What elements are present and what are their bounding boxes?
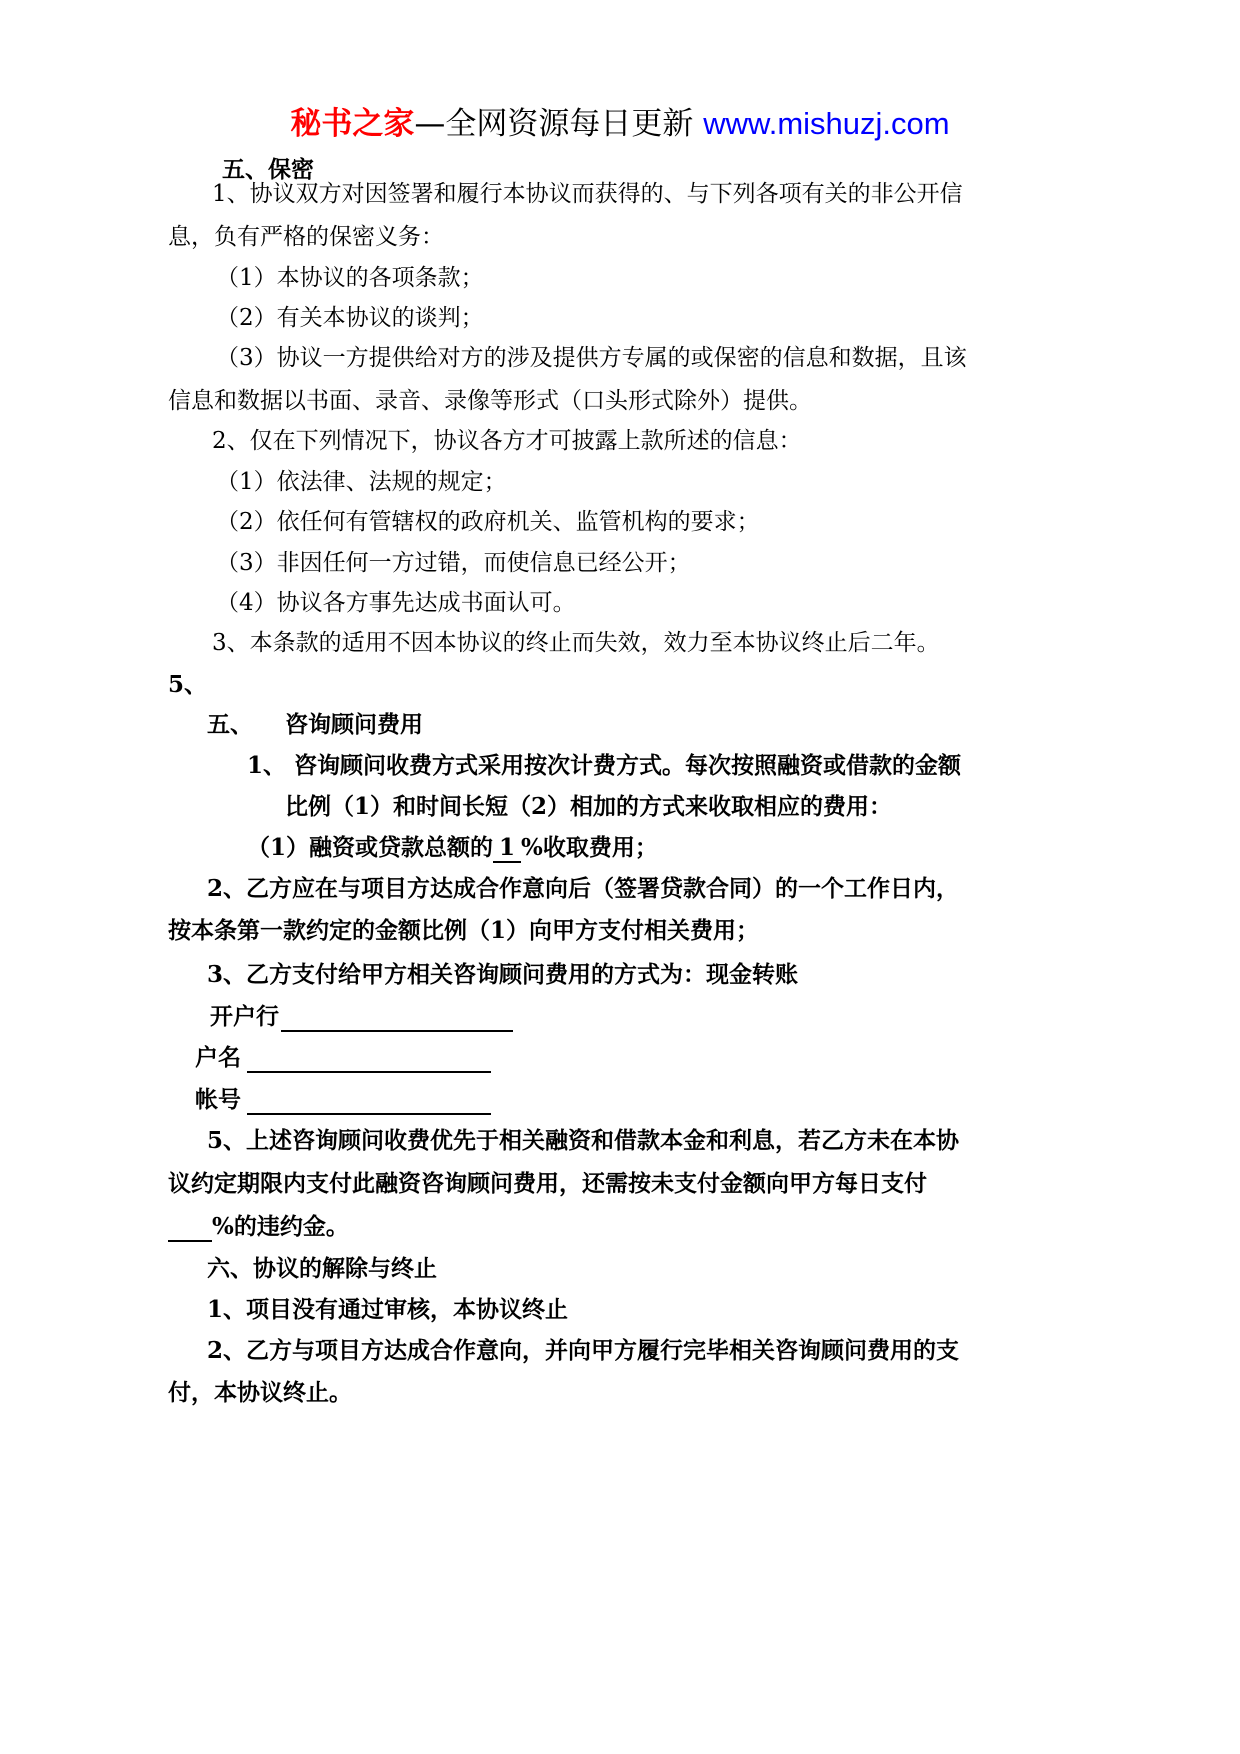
list-item: （1）本协议的各项条款； (216, 265, 484, 291)
section-title-confidentiality: 五、保密 (222, 156, 314, 183)
penalty-rate-blank[interactable] (168, 1214, 212, 1242)
paragraph-line: 3、本条款的适用不因本协议的终止而失效，效力至本协议终止后二年。 (212, 630, 940, 656)
penalty-line (168, 1212, 349, 1242)
paragraph-line: 1、项目没有通过审核，本协议终止 (207, 1296, 569, 1323)
paragraph-line: 3、乙方支付给甲方相关咨询顾问费用的方式为：现金转账 (207, 961, 799, 988)
site-url-link[interactable]: www.mishuzj.com (703, 106, 950, 141)
brand-name: 秘书之家 (290, 106, 415, 142)
list-item: （1）依法律、法规的规定； (216, 469, 507, 495)
paragraph-line: 议约定期限内支付此融资咨询顾问费用，还需按未支付金额向甲方每日支付 (168, 1170, 927, 1197)
paragraph-line: 按本条第一款约定的金额比例（1）向甲方支付相关费用； (168, 917, 760, 944)
list-item: （3）非因任何一方过错，而使信息已经公开； (216, 550, 691, 576)
section-number: 五、 (207, 711, 253, 738)
account-number-blank[interactable] (247, 1087, 491, 1115)
paragraph-line: 付，本协议终止。 (168, 1379, 352, 1406)
paragraph-line: 2、仅在下列情况下，协议各方才可披露上款所述的信息： (212, 428, 802, 454)
account-name-label: 户名 (195, 1044, 241, 1071)
section-title-termination: 六、协议的解除与终止 (207, 1255, 437, 1282)
paragraph-line: 2、乙方与项目方达成合作意向，并向甲方履行完毕相关咨询顾问费用的支 (207, 1337, 960, 1364)
header-tagline: —全网资源每日更新 (414, 106, 704, 142)
fee-rate-line (247, 833, 658, 863)
paragraph-line: 比例（1）和时间长短（2）相加的方式来收取相应的费用： (285, 793, 893, 820)
bank-blank[interactable] (281, 1004, 513, 1032)
list-item: （2）依任何有管辖权的政府机关、监管机构的要求； (216, 509, 760, 535)
account-number-field (195, 1085, 491, 1115)
section-number: 5、 (168, 671, 208, 698)
penalty-suffix: %的违约金。 (212, 1213, 349, 1240)
bank-field (210, 1002, 513, 1032)
paragraph-line: 信息和数据以书面、录音、录像等形式（口头形式除外）提供。 (168, 388, 812, 414)
paragraph-line: 1、协议双方对因签署和履行本协议而获得的、与下列各项有关的非公开信 (212, 181, 963, 207)
paragraph-line: 息，负有严格的保密义务： (168, 224, 444, 250)
paragraph-line: 1、 咨询顾问收费方式采用按次计费方式。每次按照融资或借款的金额 (247, 752, 962, 779)
account-name-field (195, 1043, 491, 1073)
list-item: （3）协议一方提供给对方的涉及提供方专属的或保密的信息和数据，且该 (216, 345, 967, 371)
fee-rate-value: 1 (493, 835, 521, 863)
bank-label: 开户行 (210, 1003, 279, 1030)
account-name-blank[interactable] (247, 1045, 491, 1073)
section-title-fees: 咨询顾问费用 (285, 711, 423, 738)
list-item: （4）协议各方事先达成书面认可。 (216, 590, 576, 616)
fee-rate-prefix: （1）融资或贷款总额的 (247, 834, 494, 861)
paragraph-line: 2、乙方应在与项目方达成合作意向后（签署贷款合同）的一个工作日内， (207, 875, 960, 902)
paragraph-line: 5、上述咨询顾问收费优先于相关融资和借款本金和利息，若乙方未在本协 (207, 1127, 960, 1154)
site-header (0, 104, 1240, 144)
fee-rate-suffix: %收取费用； (521, 834, 658, 861)
list-item: （2）有关本协议的谈判； (216, 305, 484, 331)
account-number-label: 帐号 (195, 1086, 241, 1113)
